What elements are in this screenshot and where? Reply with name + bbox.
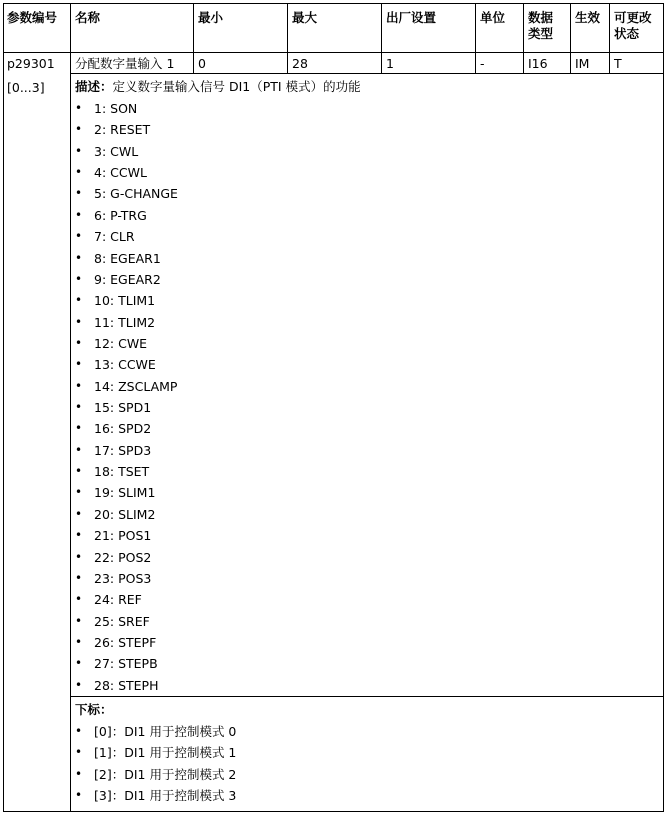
description-value-item: • 14: ZSCLAMP	[72, 376, 178, 397]
subscript-label: 下标：	[75, 702, 113, 717]
header-data-type-line1: 数据	[528, 10, 554, 25]
param-column-divider	[70, 3, 71, 812]
description-value-list	[72, 98, 178, 696]
description-value-item: • 9: EGEAR2	[72, 269, 178, 290]
description-text: 定义数字量输入信号 DI1（PTI 模式）的功能	[112, 79, 361, 94]
name-column-divider	[193, 3, 194, 74]
header-data-type-line2: 类型	[528, 26, 554, 41]
description-value-item: • 13: CCWE	[72, 354, 178, 375]
header-max: 最大	[292, 10, 318, 25]
description-value-item: • 12: CWE	[72, 333, 178, 354]
description-value-item: • 4: CCWL	[72, 162, 178, 183]
header-top-border	[3, 3, 664, 4]
description-value-item: • 11: TLIM2	[72, 312, 178, 333]
subscript-item: • [0]：DI1 用于控制模式 0	[72, 721, 236, 742]
param-name: 分配数字量输入 1	[75, 56, 175, 71]
effective-column-divider	[609, 3, 610, 74]
row-data-bottom-border	[70, 73, 664, 74]
description-value-item: • 21: POS1	[72, 525, 178, 546]
description-value-item: • 19: SLIM1	[72, 482, 178, 503]
description-value-item: • 28: STEPH	[72, 675, 178, 696]
description-line	[75, 79, 361, 95]
description-value-item: • 16: SPD2	[72, 418, 178, 439]
header-unit: 单位	[480, 10, 506, 25]
description-value-item: • 3: CWL	[72, 141, 178, 162]
description-value-item: • 18: TSET	[72, 461, 178, 482]
description-value-item: • 20: SLIM2	[72, 504, 178, 525]
description-value-item: • 25: SREF	[72, 611, 178, 632]
param-number: p29301	[7, 56, 55, 71]
subscript-list	[72, 721, 236, 806]
header-name: 名称	[75, 10, 101, 25]
subscript-item: • [3]：DI1 用于控制模式 3	[72, 785, 236, 806]
description-value-item: • 27: STEPB	[72, 653, 178, 674]
description-value-item: • 1: SON	[72, 98, 178, 119]
header-data-type	[528, 10, 553, 42]
table-right-border	[663, 3, 664, 812]
param-effective: IM	[575, 56, 590, 71]
header-changeable	[614, 10, 652, 42]
factory-column-divider	[475, 3, 476, 74]
description-value-item: • 8: EGEAR1	[72, 248, 178, 269]
description-value-item: • 15: SPD1	[72, 397, 178, 418]
header-min: 最小	[198, 10, 224, 25]
max-column-divider	[381, 3, 382, 74]
header-param-no: 参数编号	[7, 10, 58, 25]
header-factory-setting: 出厂设置	[386, 10, 437, 25]
description-value-item: • 24: REF	[72, 589, 178, 610]
param-changeable: T	[614, 56, 622, 71]
description-value-item: • 26: STEPF	[72, 632, 178, 653]
description-value-item: • 17: SPD3	[72, 440, 178, 461]
description-value-item: • 5: G-CHANGE	[72, 183, 178, 204]
subscript-item: • [2]：DI1 用于控制模式 2	[72, 764, 236, 785]
param-unit: -	[480, 56, 485, 71]
table-bottom-border	[3, 811, 664, 812]
param-factory-setting: 1	[386, 56, 394, 71]
min-column-divider	[287, 3, 288, 74]
description-label: 描述：	[75, 79, 113, 94]
description-value-item: • 7: CLR	[72, 226, 178, 247]
subscript-item: • [1]：DI1 用于控制模式 1	[72, 742, 236, 763]
table-left-border	[3, 3, 4, 812]
unit-column-divider	[523, 3, 524, 74]
description-bottom-border	[70, 696, 664, 697]
param-max: 28	[292, 56, 308, 71]
description-value-item: • 6: P-TRG	[72, 205, 178, 226]
description-value-item: • 10: TLIM1	[72, 290, 178, 311]
param-min: 0	[198, 56, 206, 71]
param-data-type: I16	[528, 56, 548, 71]
param-index-range: [0...3]	[7, 80, 45, 95]
dtype-column-divider	[570, 3, 571, 74]
header-changeable-line2: 状态	[614, 26, 640, 41]
header-effective: 生效	[575, 10, 601, 25]
header-changeable-line1: 可更改	[614, 10, 652, 25]
description-value-item: • 23: POS3	[72, 568, 178, 589]
description-value-item: • 22: POS2	[72, 547, 178, 568]
header-bottom-border	[3, 52, 664, 53]
description-value-item: • 2: RESET	[72, 119, 178, 140]
